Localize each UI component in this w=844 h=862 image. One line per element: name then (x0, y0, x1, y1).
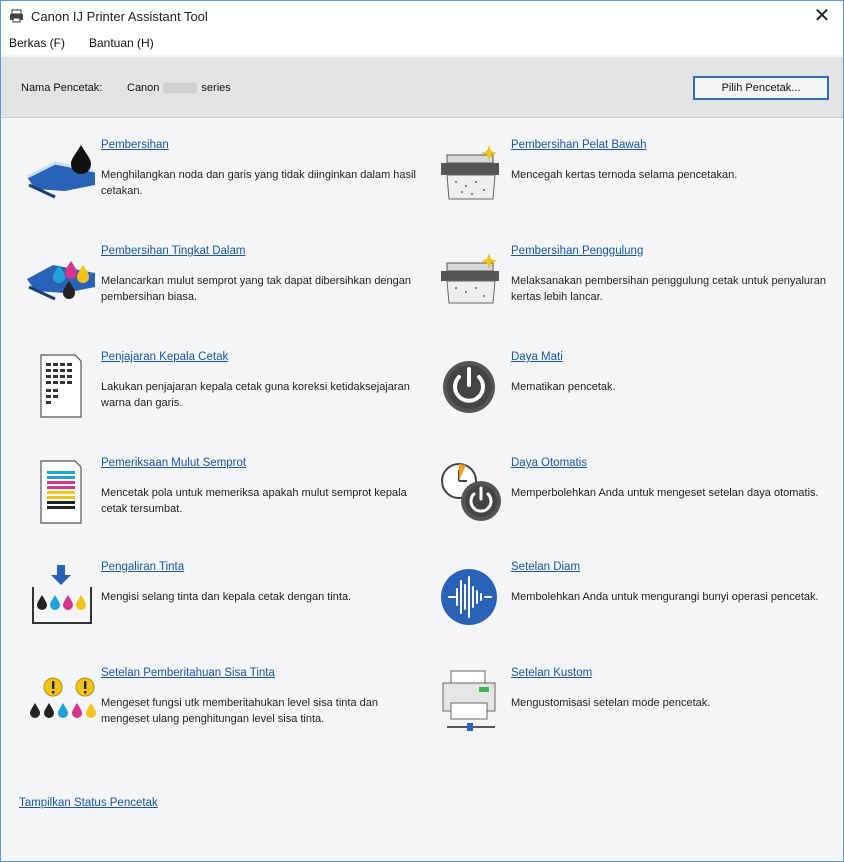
bottom-plate-cleaning-item (435, 139, 795, 219)
close-icon: ✕ (813, 5, 831, 27)
printer-selection-bar (1, 57, 843, 118)
printer-name-label: Nama Pencetak: (21, 82, 103, 94)
auto-power-icon (435, 457, 507, 529)
auto-power-desc: Memperbolehkan Anda untuk mengeset setelan daya otomatis. (511, 487, 819, 499)
ink-notification-item (25, 667, 385, 747)
ink-flush-link[interactable]: Pengaliran Tinta (101, 561, 185, 573)
print-head-alignment-desc: Lakukan penjajaran kepala cetak guna koreksi ketidaksejajaran warna dan garis. (101, 381, 410, 409)
deep-cleaning-link[interactable]: Pembersihan Tingkat Dalam (101, 245, 246, 257)
printer-name-prefix: Canon (127, 82, 160, 94)
printer-settings-icon (435, 667, 507, 739)
quiet-mode-icon (435, 561, 507, 633)
quiet-setting-desc: Membolehkan Anda untuk mengurangi bunyi operasi pencetak. (511, 591, 819, 603)
ink-notification-link[interactable]: Setelan Pemberitahuan Sisa Tinta (101, 667, 275, 679)
alignment-sheet-icon (25, 351, 97, 423)
bottom-plate-cleaning-desc: Mencegah kertas ternoda selama pencetakan. (511, 169, 738, 181)
redacted-model (163, 83, 197, 93)
nozzle-check-link[interactable]: Pemeriksaan Mulut Semprot (101, 457, 247, 469)
menu-bantuan[interactable]: Bantuan (H) (89, 36, 154, 50)
deep-cleaning-item (25, 245, 412, 325)
custom-setting-link[interactable]: Setelan Kustom (511, 667, 593, 679)
print-head-alignment-item (25, 351, 410, 431)
ink-notification-desc: Mengeset fungsi utk memberitahukan level sisa tinta dan mengeset ulang penghitungan level sisa tinta. (101, 697, 378, 725)
print-head-alignment-link[interactable]: Penjajaran Kepala Cetak (101, 351, 229, 363)
roller-cleaning-item (435, 245, 826, 325)
power-off-icon (435, 351, 507, 423)
nozzle-check-icon (25, 457, 97, 529)
cleaning-icon (25, 139, 97, 211)
title-bar (1, 1, 843, 33)
bottom-plate-cleaning-icon (435, 139, 507, 211)
cleaning-item (25, 139, 416, 219)
select-printer-button[interactable]: Pilih Pencetak... (693, 76, 829, 100)
custom-setting-desc: Mengustomisasi setelan mode pencetak. (511, 697, 711, 709)
printer-name-value (127, 82, 231, 94)
custom-setting-item (435, 667, 795, 747)
nozzle-check-desc: Mencetak pola untuk memeriksa apakah mulut semprot kepala cetak tersumbat. (101, 487, 407, 515)
cleaning-desc: Menghilangkan noda dan garis yang tidak diinginkan dalam hasil cetakan. (101, 169, 416, 197)
menu-berkas[interactable]: Berkas (F) (9, 36, 66, 50)
quiet-setting-item (435, 561, 819, 641)
auto-power-link[interactable]: Daya Otomatis (511, 457, 588, 469)
roller-cleaning-link[interactable]: Pembersihan Penggulung (511, 245, 644, 257)
menu-bar (1, 33, 843, 55)
cleaning-link[interactable]: Pembersihan (101, 139, 169, 151)
power-off-item (435, 351, 795, 431)
roller-cleaning-desc: Melaksanakan pembersihan penggulung cetak untuk penyaluran kertas lebih lancar. (511, 275, 826, 303)
nozzle-check-item (25, 457, 407, 537)
bottom-plate-cleaning-link[interactable]: Pembersihan Pelat Bawah (511, 139, 647, 151)
quiet-setting-link[interactable]: Setelan Diam (511, 561, 581, 573)
ink-flush-desc: Mengisi selang tinta dan kepala cetak dengan tinta. (101, 591, 352, 603)
roller-cleaning-icon (435, 245, 507, 317)
auto-power-item (435, 457, 819, 537)
ink-flush-icon (25, 561, 97, 633)
window-title: Canon IJ Printer Assistant Tool (31, 9, 208, 24)
show-printer-status-link[interactable]: Tampilkan Status Pencetak (19, 797, 158, 809)
printer-app-icon (9, 9, 25, 23)
deep-cleaning-desc: Melancarkan mulut semprot yang tak dapat dibersihkan dengan pembersihan biasa. (101, 275, 412, 303)
printer-name-suffix: series (201, 82, 231, 94)
power-off-desc: Mematikan pencetak. (511, 381, 616, 393)
ink-warning-icon (25, 667, 97, 739)
deep-cleaning-icon (25, 245, 97, 317)
ink-flush-item (25, 561, 385, 641)
power-off-link[interactable]: Daya Mati (511, 351, 563, 363)
close-button[interactable] (807, 3, 837, 29)
